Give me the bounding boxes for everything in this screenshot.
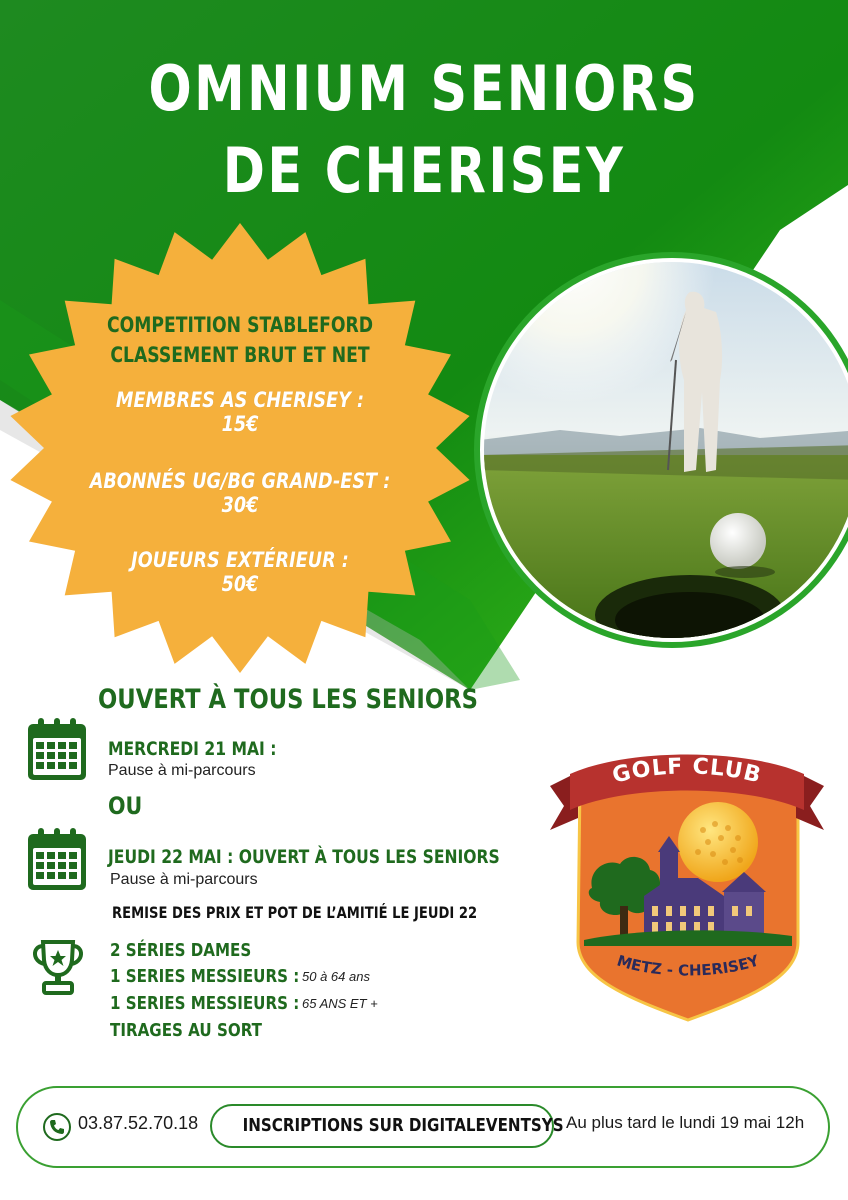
price-item-subscribers [72, 469, 408, 517]
day1-title: MERCREDI 21 MAI : [108, 738, 277, 760]
phone-number[interactable]: 03.87.52.70.18 [78, 1113, 199, 1133]
price-label: ABONNÉS UG/BG GRAND-EST : [89, 469, 391, 493]
series-men-1-detail: 50 à 64 ans [302, 969, 370, 984]
title-line-1: OMNIUM SENIORS [148, 52, 700, 125]
day2-note: Pause à mi-parcours [110, 871, 258, 888]
awards-text: REMISE DES PRIX ET POT DE L’AMITIÉ LE JEUDI 22 [112, 903, 478, 922]
price-label: MEMBRES AS CHERISEY : [115, 388, 365, 412]
price-value: 15€ [221, 412, 259, 436]
series-ladies: 2 SÉRIES DAMES [110, 940, 252, 961]
page-title [76, 48, 771, 212]
price-item-external [72, 548, 408, 596]
registration-pill[interactable] [210, 1104, 564, 1148]
draw-text: TIRAGES AU SORT [110, 1020, 262, 1041]
day2-title: JEUDI 22 MAI : OUVERT À TOUS LES SENIORS [108, 846, 500, 868]
competition-line-2: CLASSEMENT BRUT ET NET [110, 343, 370, 367]
price-label: JOUEURS EXTÉRIEUR : [131, 548, 349, 572]
calendar-icon [26, 716, 88, 782]
golf-club-logo [548, 740, 826, 1024]
registration-text[interactable]: INSCRIPTIONS SUR DIGITALEVENTSYS [242, 1115, 564, 1136]
calendar-icon [26, 826, 88, 892]
title-line-2: DE CHERISEY [222, 134, 626, 207]
logo-bottom-text: METZ - CHERISEY [614, 951, 762, 980]
competition-info [76, 310, 404, 370]
deadline-text: Au plus tard le lundi 19 mai 12h [566, 1113, 805, 1132]
series-men-2-detail: 65 ANS ET + [302, 996, 378, 1011]
price-value: 30€ [221, 493, 259, 517]
open-heading: OUVERT À TOUS LES SENIORS [98, 684, 478, 715]
phone-icon [42, 1112, 72, 1142]
competition-line-1: COMPETITION STABLEFORD [106, 313, 374, 337]
logo-banner-text: GOLF CLUB [610, 754, 765, 789]
or-label: OU [108, 792, 143, 820]
trophy-icon [28, 938, 88, 996]
series-men-2-label: 1 SERIES MESSIEURS : [110, 993, 300, 1014]
day1-note: Pause à mi-parcours [108, 762, 256, 779]
price-item-members [72, 388, 408, 436]
price-value: 50€ [221, 572, 259, 596]
series-men-1-label: 1 SERIES MESSIEURS : [110, 966, 300, 987]
